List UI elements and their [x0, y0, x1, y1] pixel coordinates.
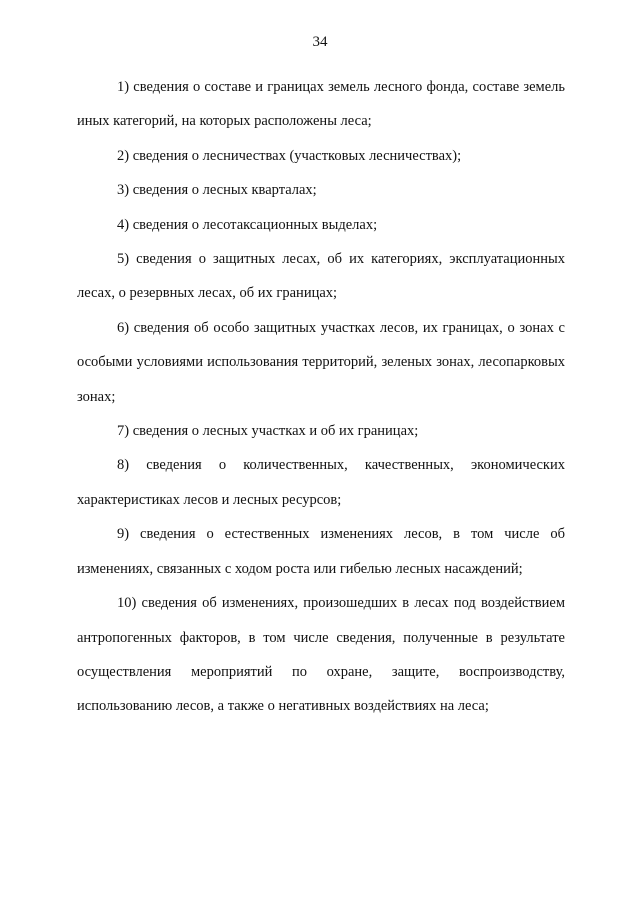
list-item: 5) сведения о защитных лесах, об их категориях, эксплуатационных лесах, о резервных лесах, об их границах;: [77, 251, 565, 302]
page-number: 34: [312, 34, 328, 50]
list-item: 9) сведения о естественных изменениях лесов, в том числе об изменениях, связанных с ходом роста или гибелью лесных насаждений;: [77, 526, 565, 577]
list-item: 8) сведения о количественных, качественных, экономических характеристиках лесов и лесных ресурсов;: [77, 457, 565, 508]
list-item: 4) сведения о лесотаксационных выделах;: [117, 216, 378, 233]
list-item: 3) сведения о лесных кварталах;: [117, 182, 317, 199]
list-item: 2) сведения о лесничествах (участковых лесничествах);: [117, 147, 462, 164]
list-item: 6) сведения об особо защитных участках лесов, их границах, о зонах с особыми условиями использования территорий, зеленых зонах, лесопарковых зонах;: [77, 319, 565, 405]
list-item: 10) сведения об изменениях, произошедших в лесах под воздействием антропогенных факторов, в том числе сведения, полученные в результате осуществления мероприятий по охране, защите, воспроизводству, использованию лесов, а также о негативных воздействиях на леса;: [77, 595, 565, 715]
list-item: 1) сведения о составе и границах земель лесного фонда, составе земель иных категорий, на которых расположены леса;: [77, 79, 565, 130]
document-body: [77, 70, 565, 724]
list-item: 7) сведения о лесных участках и об их границах;: [117, 423, 419, 440]
